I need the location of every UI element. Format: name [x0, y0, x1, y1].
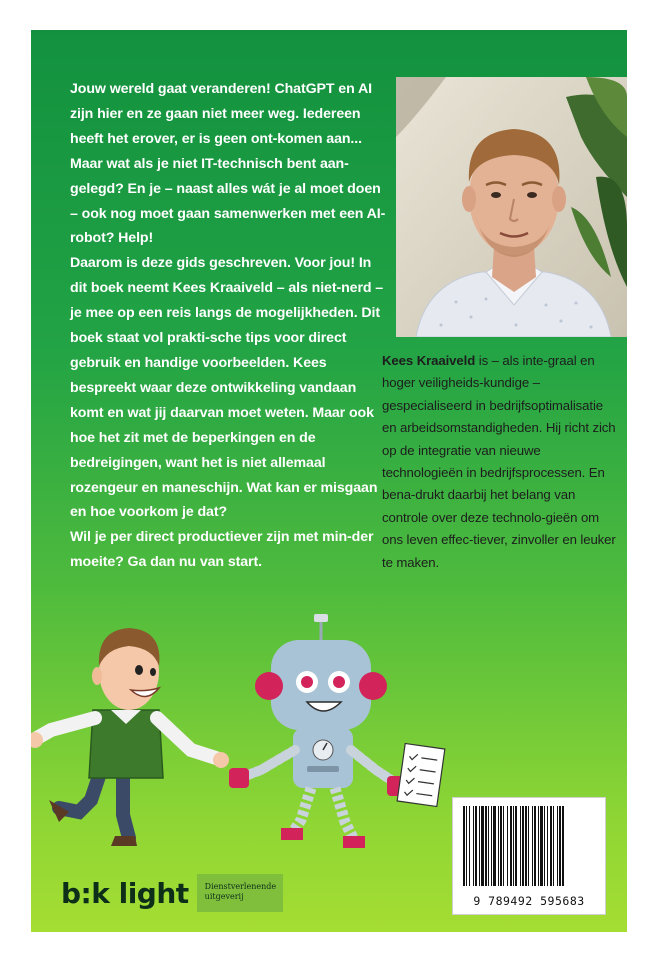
isbn-barcode [452, 797, 606, 915]
illustration-man-and-robot [31, 600, 451, 860]
cartoon-robot-illustration [229, 614, 445, 848]
isbn-number: 9 789492 595683 [473, 894, 585, 908]
author-bio [382, 350, 616, 574]
publisher-logo-mark: b:k light [61, 876, 189, 910]
book-back-cover [31, 30, 627, 932]
blurb-paragraph-2: Maar wat als je niet IT-technisch bent aan-gelegd? En je – naast alles wát je al moet doen – ook nog moet gaan samenwerken met een AI-robot? Help! [70, 155, 386, 247]
author-photo [396, 77, 627, 337]
barcode-bars [461, 806, 597, 890]
publisher-tagline: Dienstverlenende uitgeverij [197, 874, 283, 912]
back-cover-blurb [70, 77, 388, 575]
blurb-paragraph-4: Wil je per direct productiever zijn met min-der moeite? Ga dan nu van start. [70, 529, 374, 571]
author-bio-paragraph [382, 350, 616, 574]
author-portrait-image [396, 77, 627, 337]
cartoon-man-illustration [31, 628, 229, 846]
blurb-paragraph-3: Daarom is deze gids geschreven. Voor jou! In dit boek neemt Kees Kraaiveld – als niet-nerd – je mee op een reis langs de mogelijkheden. Dit boek staat vol prakti-sche tips voor direct gebruik en handige voorbeelden. Kees bespreekt waar deze ontwikkeling vandaan komt en wat jij daarvan moet weten. Maar ook hoe het zit met de beperkingen en de bedreigingen, want het is niet allemaal rozengeur en maneschijn. Wat kan er misgaan en hoe voorkom je dat? [70, 255, 384, 521]
author-name: Kees Kraaiveld [382, 353, 476, 368]
blurb-paragraph-1: Jouw wereld gaat veranderen! ChatGPT en AI zijn hier en ze gaan niet meer weg. Iedereen heeft het erover, er is geen ont-komen aan... [70, 81, 372, 147]
publisher-logo [57, 872, 277, 914]
author-bio-text: is – als inte-graal en hoger veiligheids-kundige – gespecialiseerd in bedrijfsoptimalisatie en arbeidsomstandigheden. Hij richt zich op de integratie van nieuwe technologieën in bedrijfsprocessen. En bena-drukt daarbij het belang van controle over deze technolo-gieën om ons leven effec-tiever, zinvoller en leuker te maken. [382, 353, 616, 570]
